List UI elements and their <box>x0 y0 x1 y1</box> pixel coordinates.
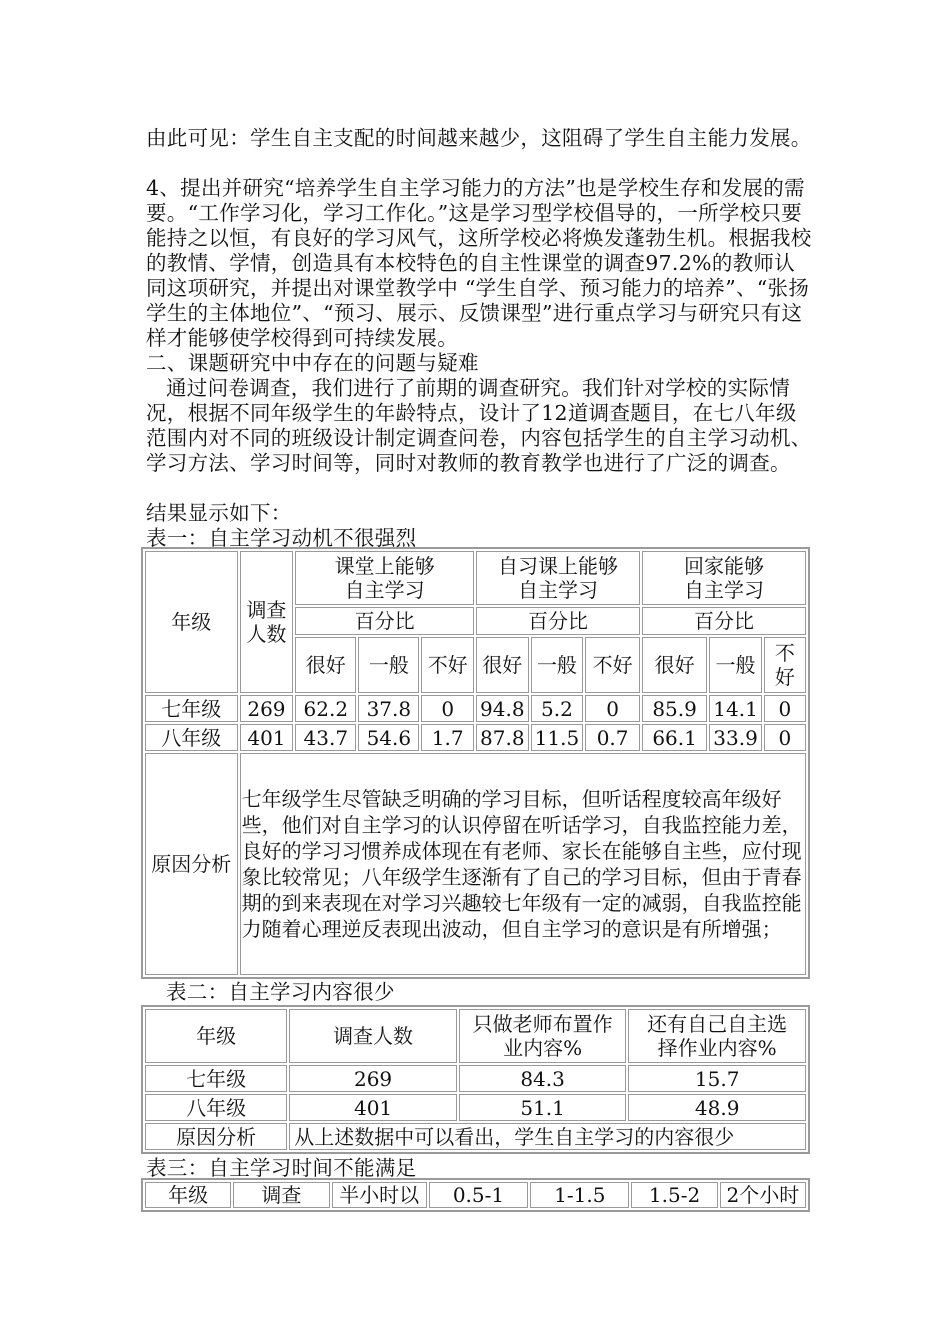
cell-grade: 八年级 <box>145 724 238 751</box>
cell-value: 1.7 <box>421 724 474 751</box>
cell-value: 84.3 <box>459 1065 627 1092</box>
header-count: 调查人数 <box>289 1009 457 1063</box>
cell-value: 87.8 <box>476 724 529 751</box>
header-normal: 一般 <box>531 637 584 693</box>
table2-caption: 表二：自主学习内容很少 <box>166 980 395 1004</box>
header-2-hours: 2个小时 <box>720 1182 806 1208</box>
cell-value: 48.9 <box>628 1094 806 1121</box>
paragraph-survey: 通过问卷调查，我们进行了前期的调查研究。我们针对学校的实际情况，根据不同年级学生的年龄特点，设计了12道调查题目，在七八年级范围内对不同的班级设计制定调查问卷，内容包括学生的自主学习动机、学习方法、学习时间等，同时对教师的教育教学也进行了广泛的调查。 <box>146 376 812 475</box>
cell-count: 269 <box>240 695 294 722</box>
header-bad: 不好 <box>585 637 640 693</box>
cell-count: 269 <box>289 1065 457 1092</box>
header-good: 很好 <box>476 637 529 693</box>
table-row <box>145 724 806 751</box>
header-count: 调查 <box>233 1182 329 1208</box>
header-group-selfstudy: 自习课上能够自主学习 <box>476 551 640 605</box>
header-count: 调查人数 <box>240 551 294 693</box>
header-grade: 年级 <box>145 1182 231 1208</box>
header-bad: 不好 <box>764 637 806 693</box>
reason-label: 原因分析 <box>145 753 238 975</box>
cell-value: 5.2 <box>531 695 584 722</box>
table-row <box>145 1065 806 1092</box>
reason-text: 从上述数据中可以看出，学生自主学习的内容很少 <box>289 1123 806 1150</box>
cell-value: 14.1 <box>709 695 762 722</box>
header-group-classroom: 课堂上能够自主学习 <box>295 551 474 605</box>
reason-text: 七年级学生尽管缺乏明确的学习目标，但听话程度较高年级好些，他们对自主学习的认识停留在听话学习，自我监控能力差，良好的学习习惯养成体现在有老师、家长在能够自主些，应付现象比较常见；八年级学生逐渐有了自己的学习目标，但由于青春期的到来表现在对学习兴趣较七年级有一定的减弱，自我监控能力随着心理逆反表现出波动，但自主学习的意识是有所增强； <box>240 753 806 975</box>
reason-label: 原因分析 <box>145 1123 287 1150</box>
cell-value: 94.8 <box>476 695 529 722</box>
table-row <box>145 1094 806 1121</box>
header-1.5-2: 1.5-2 <box>631 1182 717 1208</box>
cell-grade: 七年级 <box>145 695 238 722</box>
header-0.5-1: 0.5-1 <box>429 1182 528 1208</box>
cell-grade: 七年级 <box>145 1065 287 1092</box>
header-1-1.5: 1-1.5 <box>530 1182 629 1208</box>
table-row <box>145 695 806 722</box>
cell-value: 85.9 <box>642 695 707 722</box>
cell-value: 0 <box>764 724 806 751</box>
cell-value: 0.7 <box>585 724 640 751</box>
cell-count: 401 <box>289 1094 457 1121</box>
cell-value: 43.7 <box>295 724 356 751</box>
header-grade: 年级 <box>145 551 238 693</box>
table-time <box>141 1178 810 1212</box>
paragraph-conclusion: 由此可见：学生自主支配的时间越来越少，这阻碍了学生自主能力发展。 <box>146 126 812 150</box>
cell-value: 0 <box>421 695 474 722</box>
header-normal: 一般 <box>358 637 419 693</box>
cell-value: 11.5 <box>531 724 584 751</box>
table3-caption: 表三：自主学习时间不能满足 <box>146 1156 417 1180</box>
cell-value: 62.2 <box>295 695 356 722</box>
header-group-home: 回家能够自主学习 <box>642 551 806 605</box>
cell-value: 54.6 <box>358 724 419 751</box>
header-teacher-homework: 只做老师布置作业内容% <box>459 1009 627 1063</box>
cell-value: 66.1 <box>642 724 707 751</box>
section-heading: 二、课题研究中中存在的问题与疑难 <box>146 351 479 375</box>
header-normal: 一般 <box>709 637 762 693</box>
cell-grade: 八年级 <box>145 1094 287 1121</box>
paragraph-results-intro: 结果显示如下： <box>146 501 292 525</box>
header-under-half-hour: 半小时以 <box>332 1182 427 1208</box>
cell-value: 33.9 <box>709 724 762 751</box>
header-percent: 百分比 <box>295 607 474 635</box>
header-good: 很好 <box>295 637 356 693</box>
table1-caption: 表一：自主学习动机不很强烈 <box>146 526 417 550</box>
header-grade: 年级 <box>145 1009 287 1063</box>
header-percent: 百分比 <box>642 607 806 635</box>
header-bad: 不好 <box>421 637 474 693</box>
table-motivation <box>141 547 810 979</box>
cell-count: 401 <box>240 724 294 751</box>
cell-value: 0 <box>585 695 640 722</box>
table-content <box>141 1005 810 1154</box>
paragraph-point-4: 4、提出并研究“培养学生自主学习能力的方法”也是学校生存和发展的需要。“工作学习化，学习工作化。”这是学习型学校倡导的，一所学校只要能持之以恒，有良好的学习风气，这所学校必将焕发蓬勃生机。根据我校的教情、学情，创造具有本校特色的自主性课堂的调查97.2%的教师认同这项研究，并提出对课堂教学中 “学生自学、预习能力的培养”、“张扬学生的主体地位”、“预习、展示、反馈课型”进行重点学习与研究只有这样才能够使学校得到可持续发展。 <box>146 176 812 350</box>
cell-value: 15.7 <box>628 1065 806 1092</box>
cell-value: 51.1 <box>459 1094 627 1121</box>
cell-value: 0 <box>764 695 806 722</box>
header-good: 很好 <box>642 637 707 693</box>
cell-value: 37.8 <box>358 695 419 722</box>
header-percent: 百分比 <box>476 607 640 635</box>
header-self-homework: 还有自己自主选择作业内容% <box>628 1009 806 1063</box>
